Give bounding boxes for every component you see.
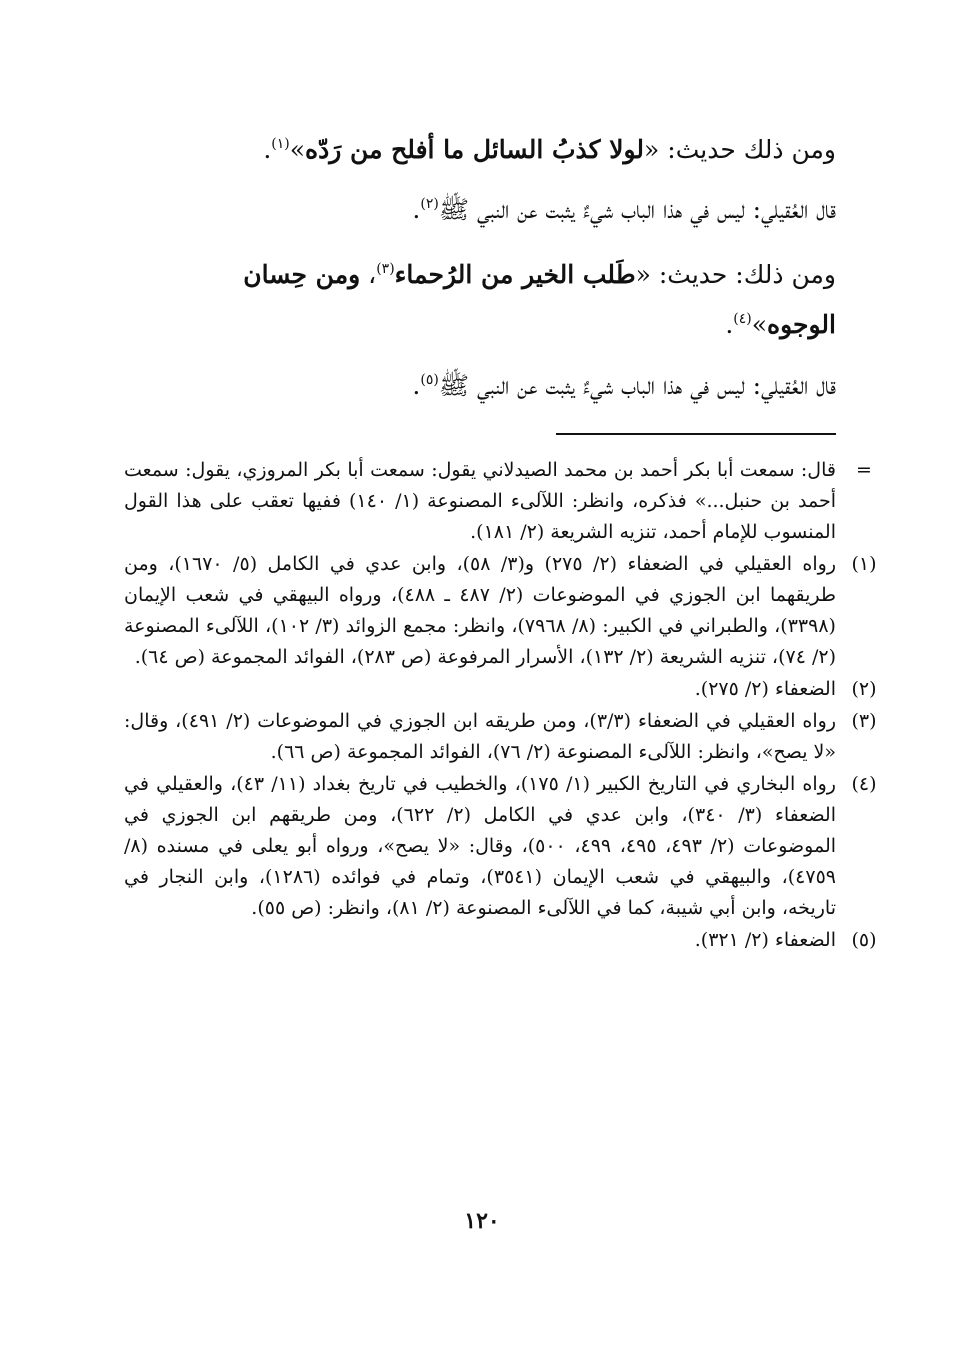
footnote-number: (٥): [851, 929, 877, 951]
footnote-ref-2[interactable]: (٢): [420, 196, 439, 212]
main-text: [124, 120, 836, 416]
hadith-text-2b: ومن حِسان الوجوه: [243, 260, 836, 339]
paragraph-3: [124, 250, 836, 350]
footnote-text: الضعفاء (٢/ ٣٢١).: [694, 929, 836, 951]
footnote-ref-3[interactable]: (٣): [376, 261, 395, 277]
footnotes: [124, 455, 877, 957]
footnote-text: الضعفاء (٢/ ٢٧٥).: [694, 678, 836, 700]
p3-text: ومن ذلك: حديث: «: [635, 260, 836, 289]
paragraph-4: [124, 356, 836, 416]
p2-text: قال العُقيلي: ليس في هذا الباب شيءٌ يثبت عن النبي ﷺ: [438, 195, 836, 224]
footnote-2: [124, 674, 877, 705]
footnote-number: (٤): [851, 773, 877, 795]
footnote-ref-4[interactable]: (٤): [733, 311, 752, 327]
footnote-ref-5[interactable]: (٥): [420, 372, 439, 388]
p1-text: ومن ذلك حديث: «: [644, 135, 836, 164]
p1-quote-end: »: [289, 135, 306, 164]
footnote-number: (٣): [851, 710, 877, 732]
footnote-4: [124, 769, 877, 924]
p4-text: قال العُقيلي: ليس في هذا الباب شيءٌ يثبت عن النبي ﷺ: [438, 371, 836, 400]
footnote-5: [124, 925, 877, 956]
p4-tail: .: [412, 371, 421, 400]
footnote-text: رواه العقيلي في الضعفاء (٢/ ٢٧٥) و(٣/ ٥٨)، وابن عدي في الكامل (٥/ ١٦٧٠)، ومن طريقهما ابن الجوزي في الموضوعات (٢/ ٤٨٧ ـ ٤٨٨)، ورواه البيهقي في شعب الإيمان (٣٣٩٨)، والطبراني في الكبير: (٨/ ٧٩٦٨)، وانظر: مجمع الزوائد (٣/ ١٠٢)، اللآلىء المصنوعة (٢/ ٧٤)، تنزيه الشريعة (٢/ ١٣٢)، الأسرار المرفوعة (ص ٢٨٣)، الفوائد المجموعة (ص ٦٤).: [124, 553, 837, 668]
p3-quote-end: »: [751, 310, 768, 339]
footnote-number: (٢): [851, 678, 877, 700]
paragraph-2: [124, 180, 836, 240]
p1-tail: .: [263, 135, 272, 164]
page-number: ١٢٠: [464, 1208, 500, 1234]
paragraph-1: [124, 120, 836, 180]
footnote-continuation-text: قال: سمعت أبا بكر أحمد بن محمد الصيدلاني يقول: سمعت أبا بكر المروزي، يقول: سمعت أحمد بن حنبل...» فذكره، وانظر: اللآلىء المصنوعة (١/ ١٤٠) ففيها تعقب على هذا القول المنسوب للإمام أحمد، تنزيه الشريعة (٢/ ١٨١).: [124, 459, 836, 543]
hadith-text-2a: طَلب الخير من الرُحماء: [394, 260, 636, 289]
footnote-1: [124, 549, 877, 673]
p3-tail: .: [725, 310, 734, 339]
footnote-text: رواه البخاري في التاريخ الكبير (١/ ١٧٥)، والخطيب في تاريخ بغداد (١١/ ٤٣)، والعقيلي في الضعفاء (٣/ ٣٤٠)، وابن عدي في الكامل (٢/ ٦٢٢)، ومن طريقهم ابن الجوزي في الموضوعات (٢/ ٤٩٣، ٤٩٥، ٤٩٩، ٥٠٠)، وقال: «لا يصح»، ورواه أبو يعلى في مسنده (٨/ ٤٧٥٩)، والبيهقي في شعب الإيمان (٣٥٤١)، وتمام في فوائده (١٢٨٦)، وابن النجار في تاريخه، وابن أبي شيبة، كما في اللآلىء المصنوعة (٢/ ٨١)، وانظر: (ص ٥٥).: [124, 773, 837, 919]
footnote-continuation: [124, 455, 872, 548]
footnote-text: رواه العقيلي في الضعفاء (٣/٣)، ومن طريقه ابن الجوزي في الموضوعات (٢/ ٤٩١)، وقال: «لا يصح»، وانظر: اللآلىء المصنوعة (٢/ ٧٦)، الفوائد المجموعة (ص ٦٦).: [124, 710, 837, 763]
hadith-text-1: لولا كذبُ السائل ما أفلح من رَدّه: [305, 135, 645, 164]
footnote-number: (١): [851, 553, 877, 575]
footnote-separator: [556, 433, 836, 435]
footnote-3: [124, 706, 877, 768]
footnote-ref-1[interactable]: (١): [271, 136, 290, 152]
p2-tail: .: [412, 195, 421, 224]
continuation-mark: =: [856, 459, 872, 481]
p3-mid: ،: [360, 260, 377, 289]
